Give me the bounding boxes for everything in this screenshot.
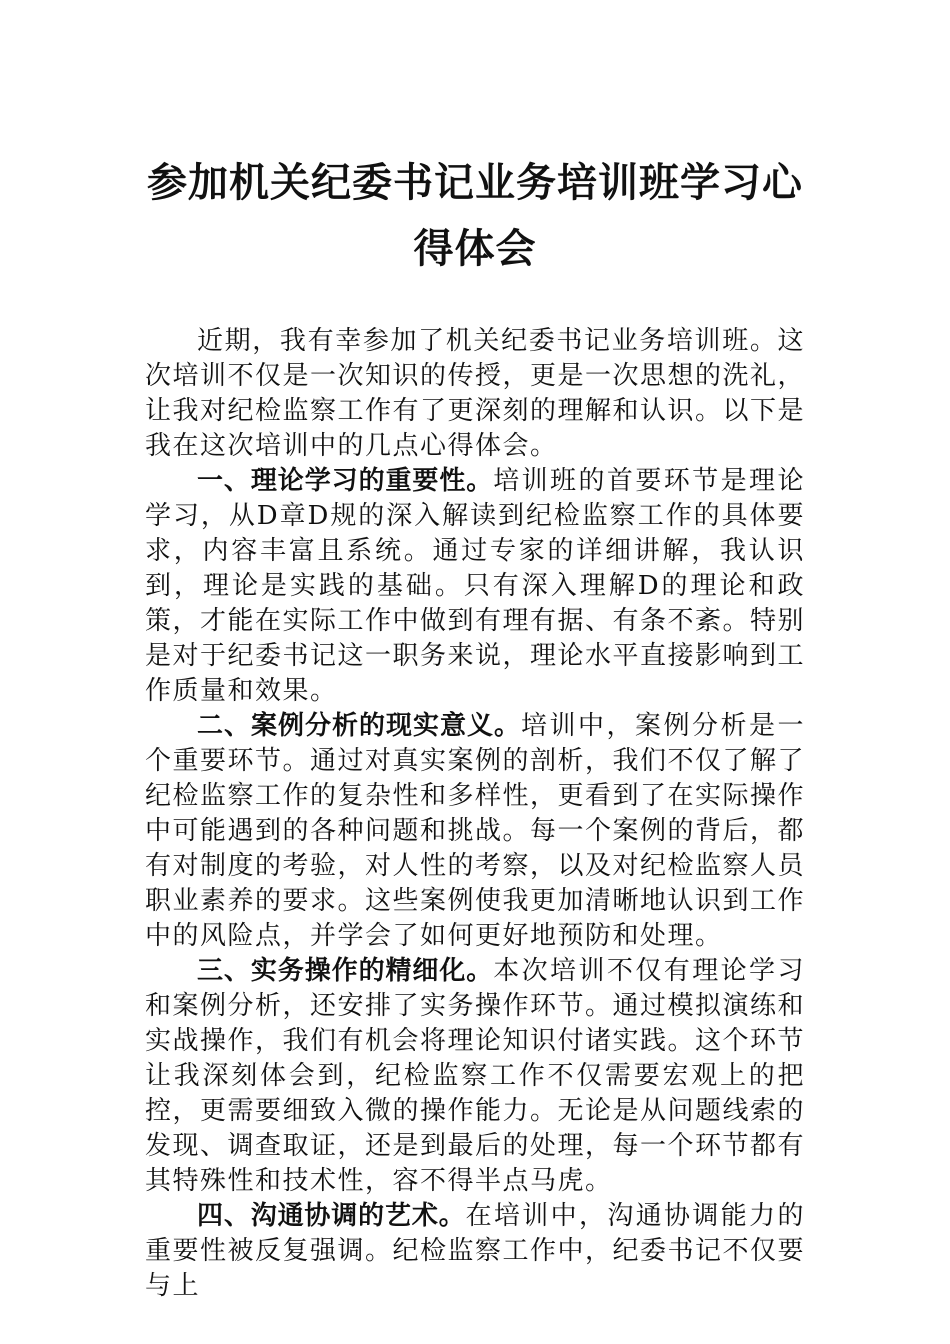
paragraph-text: 培训班的首要环节是理论学习，从D章D规的深入解读到纪检监察工作的具体要求，内容丰富且系统。通过专家的详细讲解，我认识到，理论是实践的基础。只有深入理解D的理论和政策，才能在实际工作中做到有理有据、有条不紊。特别是对于纪委书记这一职务来说，理论水平直接影响到工作质量和效果。 <box>145 466 806 706</box>
paragraph-communication <box>145 1199 805 1304</box>
paragraph-case-analysis <box>145 709 805 954</box>
paragraph-text: 在培训中，沟通协调能力的重要性被反复强调。纪检监察工作中，纪委书记不仅要与上 <box>145 1201 806 1301</box>
document-body <box>145 324 805 1304</box>
section-heading: 四、沟通协调的艺术。 <box>197 1201 466 1231</box>
section-heading: 一、理论学习的重要性。 <box>197 466 494 496</box>
document-title: 参加机关纪委书记业务培训班学习心得体会 <box>147 159 803 272</box>
paragraph-text: 培训中，案例分析是一个重要环节。通过对真实案例的剖析，我们不仅了解了纪检监察工作的复杂性和多样性，更看到了在实际操作中可能遇到的各种问题和挑战。每一个案例的背后，都有对制度的考验，对人性的考察，以及对纪检监察人员职业素养的要求。这些案例使我更加清晰地认识到工作中的风险点，并学会了如何更好地预防和处理。 <box>145 711 806 951</box>
paragraph-intro <box>145 324 805 464</box>
paragraph-text: 近期，我有幸参加了机关纪委书记业务培训班。这次培训不仅是一次知识的传授，更是一次思想的洗礼，让我对纪检监察工作有了更深刻的理解和认识。以下是我在这次培训中的几点心得体会。 <box>145 326 806 461</box>
paragraph-theory-study <box>145 464 805 709</box>
section-heading: 三、实务操作的精细化。 <box>197 956 494 986</box>
section-heading: 二、案例分析的现实意义。 <box>197 711 521 741</box>
paragraph-practical-operation <box>145 954 805 1199</box>
paragraph-text: 本次培训不仅有理论学习和案例分析，还安排了实务操作环节。通过模拟演练和实战操作，我们有机会将理论知识付诸实践。这个环节让我深刻体会到，纪检监察工作不仅需要宏观上的把控，更需要细致入微的操作能力。无论是从问题线索的发现、调查取证，还是到最后的处理，每一个环节都有其特殊性和技术性，容不得半点马虎。 <box>145 956 806 1196</box>
